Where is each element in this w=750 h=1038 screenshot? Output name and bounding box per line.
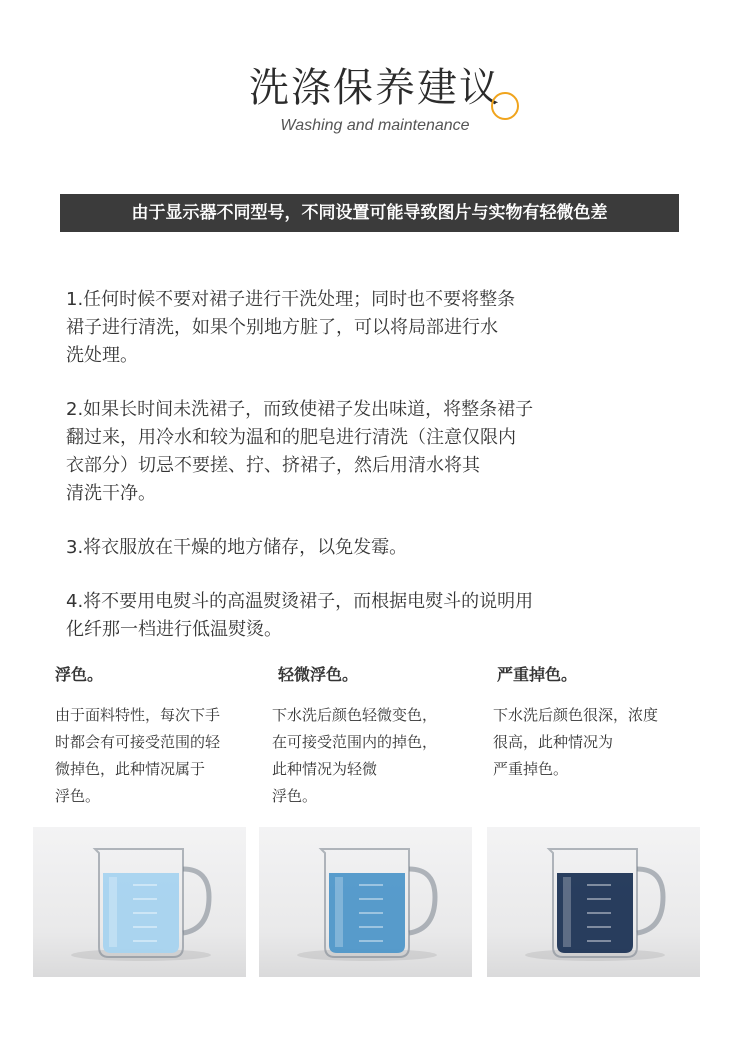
color-disclaimer-banner: 由于显示器不同型号，不同设置可能导致图片与实物有轻微色差: [60, 194, 679, 232]
beaker-highlight: [109, 877, 117, 947]
beaker-icon: [259, 827, 472, 977]
fading-level-description: 由于面料特性，每次下手 时都会有可接受范围的轻 微掉色，此种情况属于 浮色。: [55, 706, 221, 805]
care-tip: 3.将衣服放在干燥的地方储存，以免发霉。: [66, 537, 408, 558]
page-title-text: 洗涤保养建议: [249, 65, 501, 111]
beaker-highlight: [335, 877, 343, 947]
care-tip: 1.任何时候不要对裙子进行干洗处理；同时也不要将整条 裙子进行清洗，如果个别地方脏了，可以将局部进行水 洗处理。: [66, 289, 516, 366]
fading-level-severe: [493, 664, 693, 783]
beaker-handle: [183, 869, 209, 933]
beaker-photo-light: [33, 827, 246, 977]
fading-level-heading: 浮色。: [55, 665, 104, 684]
fading-level-heading: 轻微浮色。: [278, 665, 359, 684]
beaker-photo-severe: [487, 827, 700, 977]
fading-level-light: [55, 664, 255, 810]
beaker-handle: [409, 869, 435, 933]
care-tip: 4.将不要用电熨斗的高温熨烫裙子，而根据电熨斗的说明用 化纤那一档进行低温熨烫。: [66, 591, 534, 640]
page-title: [249, 60, 501, 116]
beaker-icon: [33, 827, 246, 977]
fading-levels: [0, 664, 750, 814]
care-tip: 2.如果长时间未洗裙子，而致使裙子发出味道，将整条裙子 翻过来，用冷水和较为温和的肥皂进行清洗（注意仅限内 衣部分）切忌不要搓、拧、挤裙子，然后用清水将其 清洗干净。: [66, 399, 534, 504]
fading-level-description: 下水洗后颜色轻微变色， 在可接受范围内的掉色， 此种情况为轻微 浮色。: [272, 706, 438, 805]
beaker-handle: [637, 869, 663, 933]
fading-level-heading: 严重掉色。: [497, 665, 578, 684]
fading-level-slight: [272, 664, 472, 810]
fading-level-description: 下水洗后颜色很深，浓度 很高，此种情况为 严重掉色。: [493, 706, 659, 778]
page-header: [0, 60, 750, 136]
beaker-highlight: [563, 877, 571, 947]
page-subtitle: Washing and maintenance: [280, 117, 470, 134]
care-tips-list: [64, 286, 624, 670]
accent-circle-icon: [491, 92, 519, 120]
beaker-icon: [487, 827, 700, 977]
beaker-photo-slight: [259, 827, 472, 977]
